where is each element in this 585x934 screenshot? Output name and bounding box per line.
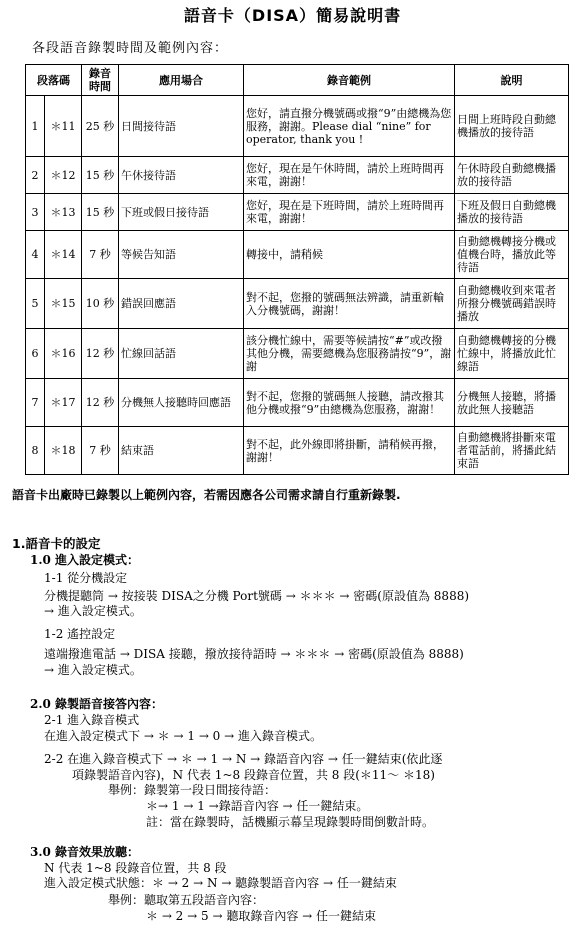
- instruction-line: 遠端撥進電話 → DISA 接聽，撥放接待語時 → ＊＊＊ → 密碼(原設值為 8888): [44, 647, 464, 661]
- example: 該分機忙線中，需要等候請按“#”或改撥其他分機，需要總機為您服務請按“9”，謝謝: [244, 329, 455, 379]
- subsection-heading: 2.0 錄製語音接答內容：: [30, 697, 164, 711]
- record-time: 12 秒: [82, 379, 119, 427]
- subsection-heading: 3.0 錄音效果放聽：: [30, 845, 140, 859]
- factory-note: 語音卡出廠時已錄製以上範例內容，若需因應各公司需求請自行重新錄製.: [12, 488, 401, 502]
- description: 下班及假日自動總機播放的接待語: [455, 194, 569, 231]
- subsection-heading: 1.0 進入設定模式：: [30, 553, 140, 567]
- instruction-line: → 進入設定模式。: [44, 604, 142, 618]
- table-row: [26, 329, 569, 379]
- record-time: 25 秒: [82, 96, 119, 157]
- header-description: 說明: [455, 65, 569, 96]
- item-heading: 2-1 進入錄音模式: [44, 713, 140, 727]
- description: 自動總機轉接的分機忙線中，將播放此忙線語: [455, 329, 569, 379]
- usage: 忙線回話語: [119, 329, 244, 379]
- instruction-line: 項錄製語音內容)，N 代表 1~8 段錄音位置，共 8 段(＊11～ ＊18): [72, 768, 435, 782]
- record-time: 7 秒: [82, 427, 119, 475]
- example: 您好，請直撥分機號碼或撥“9”由總機為您服務，謝謝。Please dial “nine” for operator, thank you !: [244, 96, 455, 157]
- record-time: 7 秒: [82, 231, 119, 279]
- table-row: [26, 231, 569, 279]
- item-heading: 1-2 遙控設定: [44, 627, 116, 641]
- example-label: 舉例：錄製第一段日間接待語：: [108, 783, 277, 797]
- usage: 錯誤回應語: [119, 279, 244, 329]
- header-segment-code: 段落碼: [26, 65, 82, 96]
- segment-code: ＊17: [45, 379, 82, 427]
- instruction-line: 在進入設定模式下 → ＊ → 1 → 0 → 進入錄音模式。: [44, 729, 323, 743]
- table-row: [26, 427, 569, 475]
- instruction-line: 進入設定模式狀態：＊ → 2 → N → 聽錄製語音內容 → 任一鍵結束: [44, 876, 397, 890]
- table-caption: 各段語音錄製時間及範例內容：: [32, 41, 229, 56]
- description: 日間上班時段自動總機播放的接待語: [455, 96, 569, 157]
- table-header-row: [26, 65, 569, 96]
- record-time: 12 秒: [82, 329, 119, 379]
- table-row: [26, 379, 569, 427]
- row-number: 6: [26, 329, 45, 379]
- row-number: 1: [26, 96, 45, 157]
- usage: 午休接待語: [119, 157, 244, 194]
- table-row: [26, 279, 569, 329]
- instruction-line: 分機提聽筒 → 按接裝 DISA之分機 Port號碼 → ＊＊＊ → 密碼(原設值為 8888): [44, 589, 470, 603]
- description: 分機無人接聽，將播放此無人接聽語: [455, 379, 569, 427]
- row-number: 7: [26, 379, 45, 427]
- segment-code: ＊11: [45, 96, 82, 157]
- instruction-line: → 進入設定模式。: [44, 663, 142, 677]
- table-row: [26, 96, 569, 157]
- row-number: 8: [26, 427, 45, 475]
- description: 自動總機將掛斷來電者電話前，將播此結束語: [455, 427, 569, 475]
- segment-code: ＊12: [45, 157, 82, 194]
- header-example: 錄音範例: [244, 65, 455, 96]
- example: 對不起，此外線即將掛斷，請稍候再撥，謝謝！: [244, 427, 455, 475]
- segment-code: ＊15: [45, 279, 82, 329]
- record-time: 15 秒: [82, 194, 119, 231]
- usage: 結束語: [119, 427, 244, 475]
- row-number: 4: [26, 231, 45, 279]
- example-line: ＊ → 2 → 5 → 聽取錄音內容 → 任一鍵結束: [146, 909, 377, 923]
- header-usage: 應用場合: [119, 65, 244, 96]
- example-label: 舉例：聽取第五段語音內容：: [108, 893, 265, 907]
- item-heading: 1-1 從分機設定: [44, 571, 128, 585]
- description: 午休時段自動總機播放的接待語: [455, 157, 569, 194]
- document-title: 語音卡（DISA）簡易說明書: [183, 6, 402, 25]
- example: 對不起，您撥的號碼無法辨識，請重新輸入分機號碼，謝謝！: [244, 279, 455, 329]
- usage: 日間接待語: [119, 96, 244, 157]
- description: 自動總機轉接分機或值機台時，播放此等待語: [455, 231, 569, 279]
- segment-code: ＊14: [45, 231, 82, 279]
- usage: 下班或假日接待語: [119, 194, 244, 231]
- row-number: 5: [26, 279, 45, 329]
- example: 轉接中，請稍候: [244, 231, 455, 279]
- instruction-line: 2-2 在進入錄音模式下 → ＊ → 1 → N → 錄語音內容 → 任一鍵結束(依此逐: [44, 752, 443, 766]
- note-line: 註：當在錄製時，話機顯示幕呈現錄製時間倒數計時。: [146, 815, 435, 829]
- table-row: [26, 194, 569, 231]
- example-line: ＊→ 1 → 1 →錄語音內容 → 任一鍵結束。: [146, 799, 369, 813]
- header-record-time: 錄音時間: [82, 65, 119, 96]
- segment-code: ＊13: [45, 194, 82, 231]
- description: 自動總機收到來電者所撥分機號碼錯誤時播放: [455, 279, 569, 329]
- row-number: 2: [26, 157, 45, 194]
- example: 對不起，您撥的號碼無人接聽，請改撥其他分機或撥“9”由總機為您服務，謝謝！: [244, 379, 455, 427]
- usage: 等候告知語: [119, 231, 244, 279]
- table-row: [26, 157, 569, 194]
- example: 您好，現在是下班時間，請於上班時間再來電，謝謝！: [244, 194, 455, 231]
- segment-code: ＊16: [45, 329, 82, 379]
- segment-code: ＊18: [45, 427, 82, 475]
- row-number: 3: [26, 194, 45, 231]
- usage: 分機無人接聽時回應語: [119, 379, 244, 427]
- example: 您好，現在是午休時間，請於上班時間再來電，謝謝！: [244, 157, 455, 194]
- instruction-line: N 代表 1~8 段錄音位置，共 8 段: [44, 861, 227, 875]
- record-time: 10 秒: [82, 279, 119, 329]
- section-heading: 1.語音卡的設定: [12, 536, 101, 551]
- recording-table: [25, 64, 569, 475]
- record-time: 15 秒: [82, 157, 119, 194]
